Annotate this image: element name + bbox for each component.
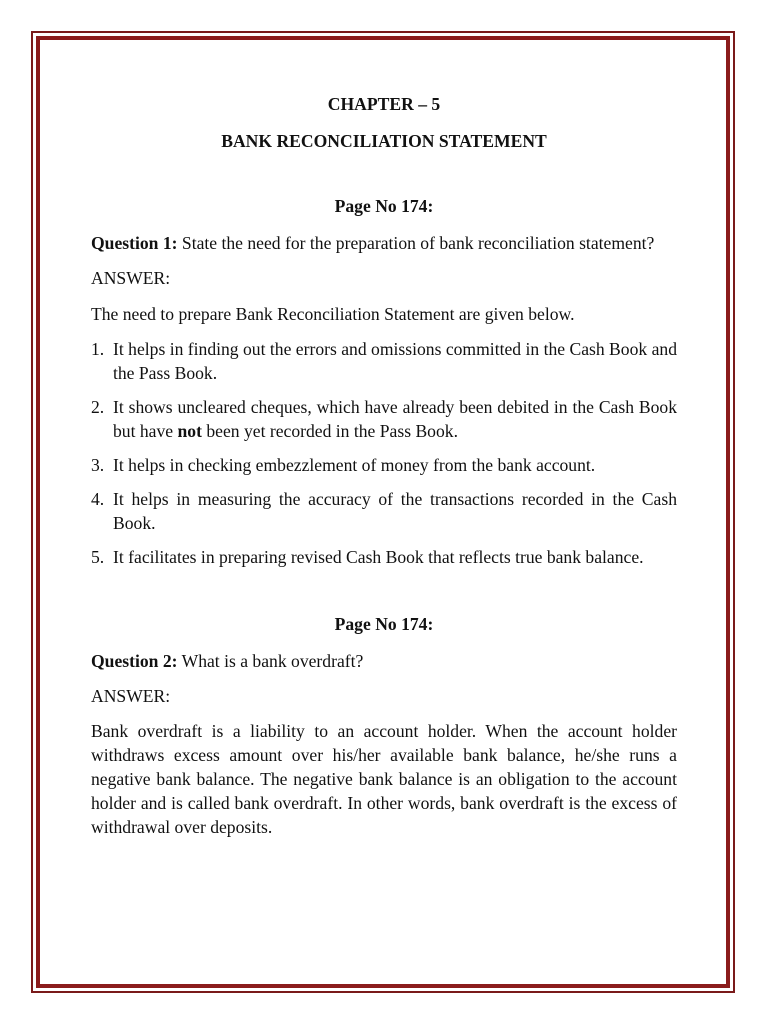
document-content xyxy=(91,92,677,839)
answer-list xyxy=(91,337,677,569)
list-item xyxy=(91,487,677,535)
answer-label: ANSWER: xyxy=(91,268,171,288)
list-item-number: 1. xyxy=(91,339,105,359)
question-text: What is a bank overdraft? xyxy=(177,651,364,671)
list-item-text: It helps in checking embezzlement of money from the bank account. xyxy=(113,455,596,475)
list-item-number: 5. xyxy=(91,547,105,567)
list-item-number: 4. xyxy=(91,489,105,509)
list-item-text: It helps in finding out the errors and omissions committed in the Cash Book and the Pass Book. xyxy=(113,339,677,383)
answer-label: ANSWER: xyxy=(91,686,171,706)
question-text: State the need for the preparation of bank reconciliation statement? xyxy=(177,233,655,253)
list-item-number: 2. xyxy=(91,397,105,417)
list-item xyxy=(91,395,677,443)
list-item-text: been yet recorded in the Pass Book. xyxy=(201,421,458,441)
list-item-text: It shows uncleared cheques, which have already been debited in the Cash Book but have xyxy=(113,397,677,441)
chapter-title: BANK RECONCILIATION STATEMENT xyxy=(221,131,547,151)
answer-body: Bank overdraft is a liability to an account holder. When the account holder withdraws excess amount over his/her available bank balance, he/she runs a negative bank balance. The negative bank balance is an obligation to the account holder and is called bank overdraft. In other words, bank overdraft is the excess of withdrawal over deposits. xyxy=(91,721,677,837)
question-label: Question 2: xyxy=(91,651,178,671)
chapter-heading: CHAPTER – 5 xyxy=(327,94,441,114)
page-number-heading: Page No 174: xyxy=(334,614,434,634)
question-2 xyxy=(91,649,677,673)
page-number-heading: Page No 174: xyxy=(334,196,434,216)
list-item-text: It facilitates in preparing revised Cash Book that reflects true bank balance. xyxy=(113,547,644,567)
answer-intro: The need to prepare Bank Reconciliation Statement are given below. xyxy=(91,304,575,324)
list-item xyxy=(91,545,677,569)
list-item-text: It helps in measuring the accuracy of the transactions recorded in the Cash Book. xyxy=(113,489,677,533)
list-item xyxy=(91,453,677,477)
list-item-number: 3. xyxy=(91,455,105,475)
list-item xyxy=(91,337,677,385)
list-item-bold-text: not xyxy=(177,421,202,441)
question-1 xyxy=(91,231,677,255)
question-label: Question 1: xyxy=(91,233,178,253)
